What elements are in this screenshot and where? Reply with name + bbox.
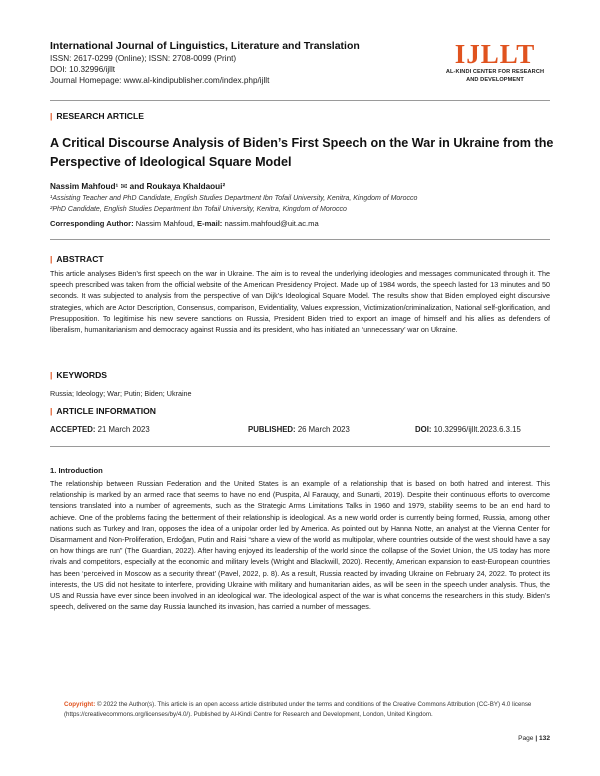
abstract-text: This article analyses Biden’s first speech on the war in Ukraine. The aim is to reveal the underlying ideologies and messages communicated through it. The speech prescribed was taken from the official website of the American Presidency Project. Made up of 1984 words, the speech lasted for 13 minutes and 50 seconds. It was subjected to analysis from the perspective of van Dijk’s Ideological Square Model. The results show that Biden employed eight discursive strategies, which are Actor Description, Consensus, comparison, Evidentiality, Values expression, Victimization/criminalization, National self-glorification, and Presupposition. To legitimise his new severe sanctions on Russia, President Biden tried to export an image of himself and his allies as defenders of liberalism, humanitarianism and democracy against Russia and its president, who has initiated an ‘unnecessary’ war on Ukraine.: [50, 269, 550, 335]
journal-logo: [440, 40, 550, 84]
abstract-heading: | ABSTRACT: [50, 254, 104, 264]
heading-bar-icon: |: [50, 370, 53, 380]
affiliation-1: ¹Assisting Teacher and PhD Candidate, English Studies Department Ibn Tofail University, Kenitra, Kingdom of Morocco: [50, 195, 418, 202]
published-date: PUBLISHED: 26 March 2023: [248, 425, 350, 434]
affiliation-2: ²PhD Candidate, English Studies Department Ibn Tofail University, Kenitra, Kingdom of Morocco: [50, 206, 347, 213]
article-doi[interactable]: DOI: 10.32996/ijllt.2023.6.3.15: [415, 425, 521, 434]
copyright-notice: [64, 700, 538, 719]
logo-subtitle-2: AND DEVELOPMENT: [466, 77, 524, 83]
copyright-text: © 2022 the Author(s). This article is an open access article distributed under the terms and conditions of the Creative Commons Attribution (CC-BY) 4.0 license (https://creativecommons.org/licenses/by/4.0/). Published by Al-Kindi Centre for Research and Development, London, United Kingdom.: [64, 701, 532, 718]
heading-bar-icon: |: [50, 254, 53, 264]
corresponding-author: [50, 219, 319, 228]
logo-mark: IJLLT: [454, 39, 536, 69]
header-divider: [50, 100, 550, 101]
journal-issn: ISSN: 2617-0299 (Online); ISSN: 2708-0099 (Print): [50, 54, 237, 63]
article-type-heading: | RESEARCH ARTICLE: [50, 111, 144, 121]
introduction-heading: 1. Introduction: [50, 466, 103, 475]
keywords-text: Russia; Ideology; War; Putin; Biden; Ukraine: [50, 389, 192, 398]
journal-header: [50, 40, 550, 92]
info-bottom-divider: [50, 446, 550, 447]
corresponding-email[interactable]: nassim.mahfoud@uit.ac.ma: [224, 219, 319, 228]
email-label: E-mail:: [197, 219, 223, 228]
article-authors: Nassim Mahfoud¹ ✉ and Roukaya Khaldaoui²: [50, 182, 226, 191]
corresponding-name: Nassim Mahfoud,: [135, 219, 195, 228]
journal-doi: DOI: 10.32996/ijllt: [50, 65, 116, 74]
heading-bar-icon: |: [50, 406, 53, 416]
journal-title: International Journal of Linguistics, Literature and Translation: [50, 40, 360, 52]
article-info-heading: | ARTICLE INFORMATION: [50, 406, 157, 416]
logo-subtitle-1: AL-KINDI CENTER FOR RESEARCH: [445, 69, 545, 75]
heading-bar-icon: |: [50, 111, 53, 121]
corresponding-label: Corresponding Author:: [50, 219, 134, 228]
keywords-heading: | KEYWORDS: [50, 370, 108, 380]
accepted-date: ACCEPTED: 21 March 2023: [50, 425, 150, 434]
abstract-top-divider: [50, 239, 550, 240]
introduction-text: The relationship between Russian Federation and the United States is an example of a relationship that is based on both hatred and interest. This relationship is marked by an armed race that seems to have no end (Puspita, Al Farauqy, and Sunarti, 2019). Despite their continuous efforts to overcome tensions translated into a number of agreements, such as the Strategic Arms Limitations Talks in 1960 and 1979, stability seems to be an end hard to achieve. One of the problems facing the betterment of their relationship is ideological. As a new world order is currently being formed, Russia, among other nations such as Turkey and Iran, opposes the idea of a unipolar order led by America. As pointed out by Hanna Notte, an analyst at the Vienna Center for Disarmament and Non-Proliferation, Erdoğan, Putin and Raisi “share a view of the world as multipolar, where countries outside of the west should have a say on how things are run” (The Guardian, 2022). After having enjoyed its leadership of the world since the collapse of the Soviet Union, the US today has more rivals and competitors, especially at the economic and military levels (Wright and Blackwill, 2020). Recently, American expansion to east-European countries has been ‘perceived in Moscow as a security threat’ (Pavel, 2022, p. 8). As a result, Russia reacted by invading Ukraine on February 24, 2022. To protect its interests, the US did not hesitate to interfere, providing Ukraine with military and humanitarian aides, as will be seen in the speech under analysis. Thus, the US and Russia have ever since been involved in an ideological war. The ideological aspect of the war is what concerns the researchers in this study. Biden’s speech, delivered on the same day Russia launched its invasion, has carried a number of messages.: [50, 479, 550, 612]
copyright-label: Copyright:: [64, 701, 96, 708]
journal-homepage[interactable]: Journal Homepage: www.al-kindipublisher.com/index.php/ijllt: [50, 76, 270, 85]
page-number: Page | 132: [518, 735, 550, 742]
article-title: A Critical Discourse Analysis of Biden’s First Speech on the War in Ukraine from the Perspective of Ideological Square Model: [50, 136, 554, 169]
